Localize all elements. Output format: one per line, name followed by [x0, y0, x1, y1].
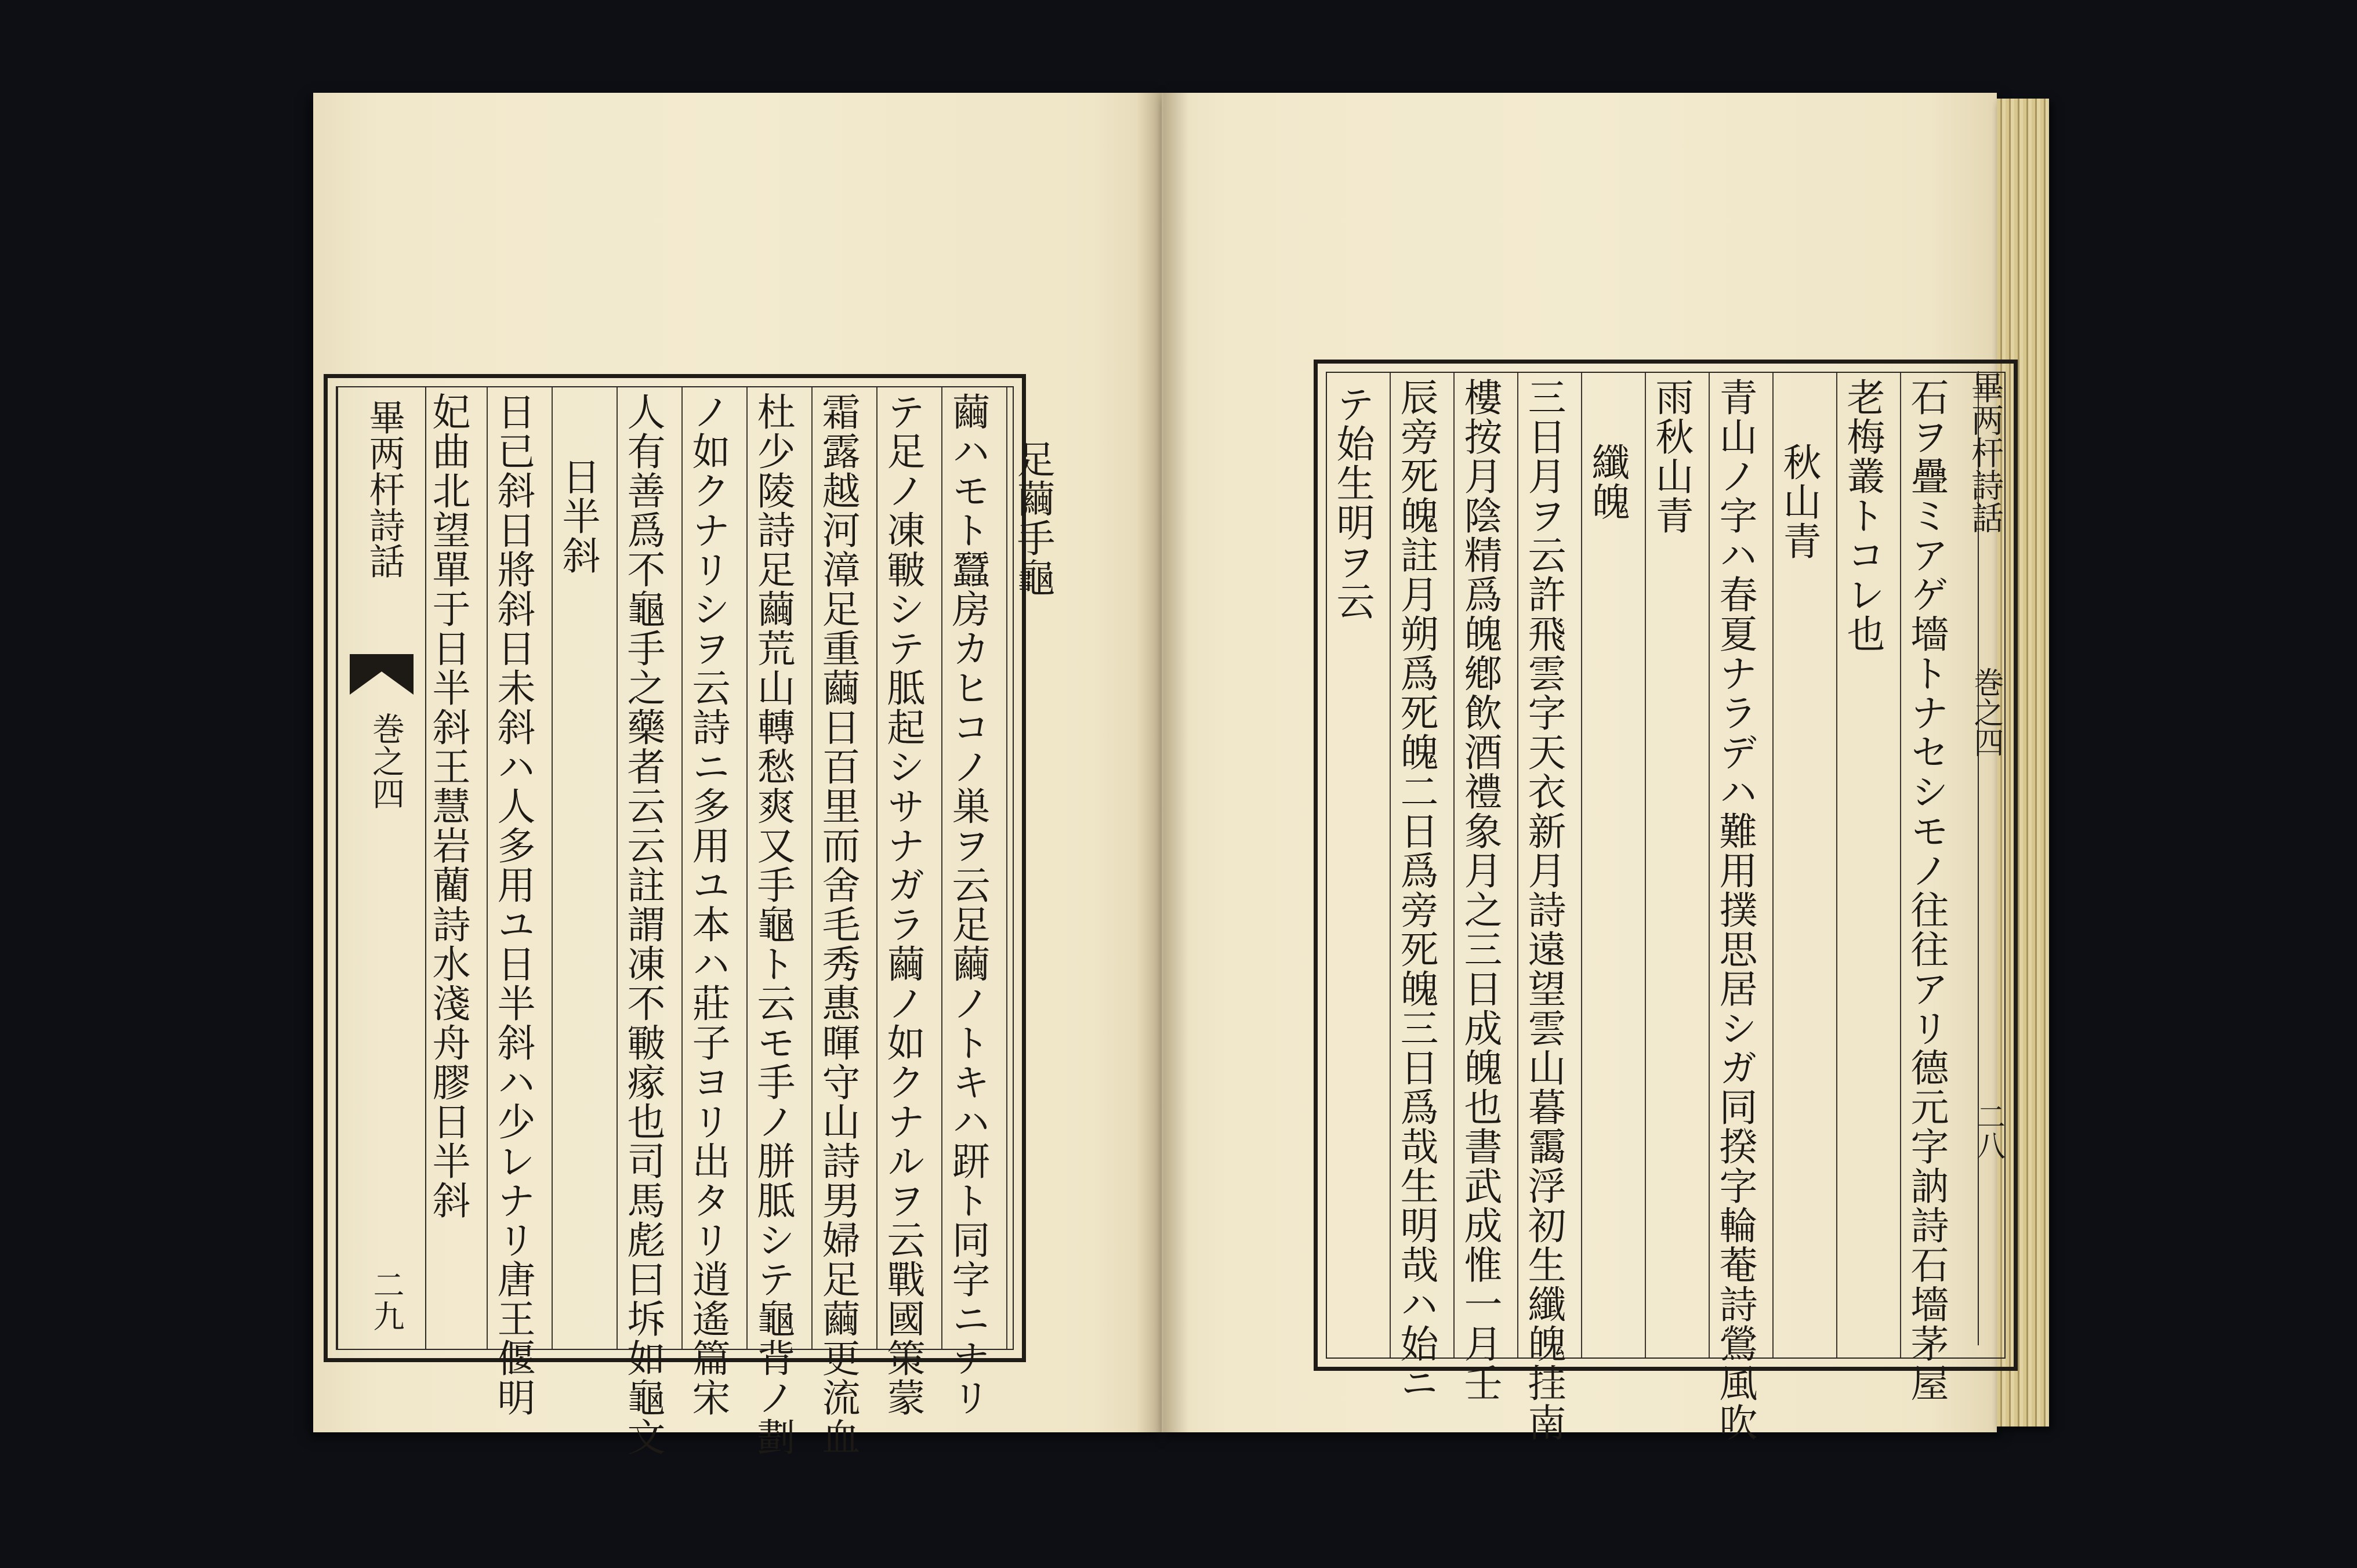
- column-rule: [1836, 373, 1837, 1358]
- fishtail-mark-icon: [350, 654, 414, 695]
- left-inner-frame: [336, 386, 1055, 1457]
- column-rule: [552, 387, 553, 1349]
- left-column-9: 日已斜日將斜日未斜ハ人多用ユ日半斜ハ少レナリ唐王偃明: [491, 392, 535, 1417]
- left-fold-margin: [337, 387, 426, 1349]
- column-rule: [746, 387, 748, 1349]
- left-text-frame: [324, 374, 1055, 1457]
- column-rule: [1390, 373, 1391, 1358]
- right-inner-frame: [1326, 372, 2006, 1442]
- left-fold-page-number: 二九: [368, 1269, 405, 1331]
- right-column-8: 樓按月陰精爲魄鄕飲酒禮象月之三日成魄也書武成惟一月壬: [1457, 378, 1502, 1403]
- book-gutter: [1137, 93, 1189, 1432]
- column-rule: [811, 387, 813, 1349]
- column-rule: [1772, 373, 1774, 1358]
- left-fold-volume: 巻之四: [367, 712, 405, 810]
- right-column-1: 石ヲ疊ミアゲ墻トナセシモノ往往アリ德元字訥詩石墻茅屋: [1904, 378, 1949, 1403]
- column-rule: [1517, 373, 1518, 1358]
- left-column-10: 妃曲北望單于日半斜王慧岩藺詩水淺舟膠日半斜: [426, 392, 470, 1220]
- column-rule: [1709, 373, 1710, 1358]
- column-rule: [876, 387, 877, 1349]
- right-column-7: 三日月ヲ云許飛雲字天衣新月詩遠望雲山暮靄浮初生纖魄挂南: [1521, 378, 1566, 1442]
- right-heading-2: 纖魄: [1585, 442, 1630, 521]
- left-column-3: テ足ノ凍皸シテ胝起シサナガラ繭ノ如クナルヲ云戰國策蒙: [880, 392, 925, 1417]
- right-fold-title: 畢两杆詩話: [1966, 371, 2004, 533]
- right-column-4: 青山ノ字ハ春夏ナラデハ難用撲思居シガ同揆字輪菴詩鶯風吹: [1713, 378, 1757, 1442]
- column-rule: [1453, 373, 1455, 1358]
- left-fold-title: 畢两杆詩話: [363, 399, 405, 579]
- right-fold-volume: 巻之四: [1968, 667, 2003, 757]
- column-rule: [681, 387, 683, 1349]
- column-rule: [617, 387, 618, 1349]
- column-rule: [487, 387, 488, 1349]
- column-rule: [1900, 373, 1901, 1358]
- right-column-9: 辰旁死魄註月朔爲死魄二日爲旁死魄三日爲哉生明哉ハ始ニ: [1394, 378, 1438, 1403]
- left-column-2: 繭ハモト蠶房カヒコノ巣ヲ云足繭ノトキハ趼ト同字ニナリ: [945, 392, 990, 1417]
- column-rule: [1581, 373, 1582, 1358]
- column-rule: [941, 387, 942, 1349]
- left-column-7: 人有善爲不龜手之藥者云云註謂凍不皸瘃也司馬彪曰坼如龜文: [621, 392, 665, 1457]
- right-column-2: 老梅叢トコレ也: [1840, 378, 1885, 654]
- column-rule: [1006, 387, 1007, 1349]
- right-text-frame: [1314, 360, 2018, 1442]
- left-column-5: 杜少陵詩足繭荒山轉愁爽又手龜ト云モ手ノ胼胝シテ龜背ノ劃: [750, 392, 795, 1457]
- right-column-5: 雨秋山青: [1649, 378, 1694, 535]
- left-heading-2: 日半斜: [556, 457, 600, 575]
- right-column-10: テ始生明ヲ云: [1330, 384, 1375, 621]
- column-rule: [1645, 373, 1646, 1358]
- left-column-4: 霜露越河漳足重繭日百里而舍毛秀惠暉守山詩男婦足繭更流血: [815, 392, 860, 1457]
- left-column-6: ノ如クナリシヲ云詩ニ多用ユ本ハ莊子ヨリ出タリ逍遙篇宋: [686, 392, 730, 1417]
- right-heading-1: 秋山青: [1776, 442, 1821, 561]
- right-fold-page-number: 二八: [1972, 1102, 2006, 1160]
- left-heading-1: 足繭手龜: [1010, 440, 1055, 597]
